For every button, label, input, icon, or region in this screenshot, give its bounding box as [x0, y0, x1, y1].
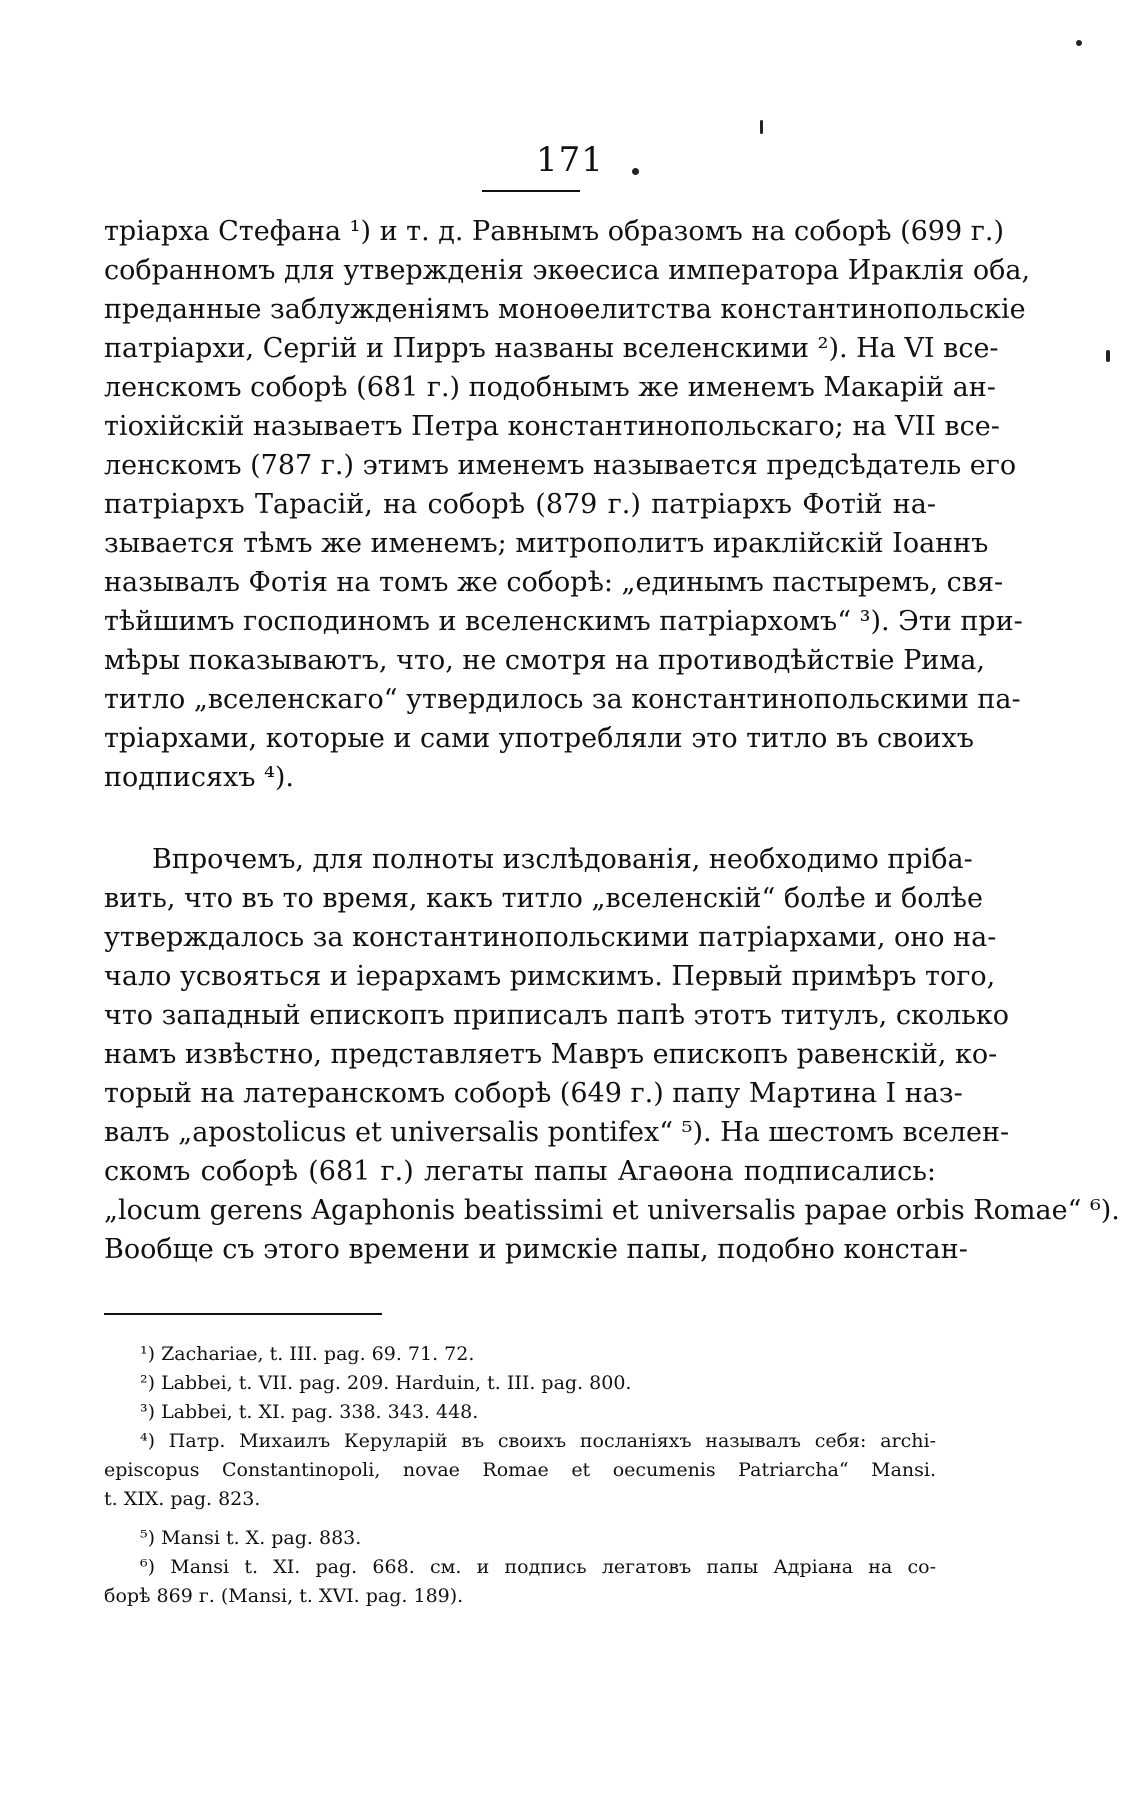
- text-line: мѣры показываютъ, что, не смотря на противодѣйствіе Рима,: [104, 645, 985, 676]
- text-line: тріархами, которые и сами употребляли это титло въ своихъ: [104, 723, 974, 754]
- footnote-4-continued: t. XIX. pag. 823.: [104, 1488, 261, 1510]
- footnote-4: ⁴) Патр. Михаилъ Керуларій въ своихъ посланіяхъ называлъ себя: archi-: [140, 1430, 936, 1452]
- scan-speck: [1076, 40, 1082, 46]
- paragraph-1: [104, 212, 1031, 797]
- footnote-3: ³) Labbei, t. XI. pag. 338. 343. 448.: [140, 1401, 479, 1423]
- text-line: тріарха Стефана ¹) и т. д. Равнымъ образомъ на соборѣ (699 г.): [104, 216, 1005, 247]
- text-line: зывается тѣмъ же именемъ; митрополитъ ираклійскій Іоаннъ: [104, 528, 989, 559]
- footnote-2: ²) Labbei, t. VII. pag. 209. Harduin, t. III. pag. 800.: [140, 1372, 632, 1394]
- text-line: чало усвояться и іерархамъ римскимъ. Первый примѣръ того,: [104, 961, 996, 992]
- text-line: патріархъ Тарасій, на соборѣ (879 г.) патріархъ Фотій на-: [104, 489, 936, 520]
- footnote-6-continued: борѣ 869 г. (Mansi, t. XVI. pag. 189).: [104, 1585, 464, 1607]
- footnote-gap: [140, 1514, 936, 1524]
- text-line: ленскомъ соборѣ (681 г.) подобнымъ же именемъ Макарій ан-: [104, 372, 996, 403]
- text-line: вить, что въ то время, какъ титло „вселенскій“ болѣе и болѣе: [104, 883, 983, 914]
- text-line: патріархи, Сергій и Пирръ названы вселенскими ²). На VI все-: [104, 333, 999, 364]
- footnote-4-continued: episcopus Constantinopoli, novae Romae et oecumenis Patriarcha“ Mansi.: [104, 1459, 936, 1481]
- text-line: подписяхъ ⁴).: [104, 762, 294, 793]
- text-line: утверждалось за константинопольскими патріархами, оно на-: [104, 922, 997, 953]
- text-line: титло „вселенскаго“ утвердилось за константинопольскими па-: [104, 684, 1021, 715]
- scan-speck: [632, 168, 639, 175]
- text-line: „locum gerens Agaphonis beatissimi et universalis papae orbis Romae“ ⁶).: [104, 1195, 1120, 1226]
- scan-speck: [1106, 350, 1110, 362]
- text-line: ленскомъ (787 г.) этимъ именемъ называется предсѣдатель его: [104, 450, 1017, 481]
- text-line: намъ извѣстно, представляетъ Мавръ епископъ равенскій, ко-: [104, 1039, 998, 1070]
- paragraph-2: [104, 840, 1120, 1269]
- text-line: Вообще съ этого времени и римскіе папы, подобно констан-: [104, 1234, 968, 1265]
- footnote-6: ⁶) Mansi t. XI. pag. 668. см. и подпись легатовъ папы Адріана на со-: [140, 1556, 936, 1578]
- text-line: тіохійскій называетъ Петра константинопольскаго; на VII все-: [104, 411, 1000, 442]
- text-line: Впрочемъ, для полноты изслѣдованія, необходимо прiба-: [152, 844, 973, 875]
- page-number-underline: [482, 190, 580, 192]
- text-line: валъ „apostolicus et universalis pontifex“ ⁵). На шестомъ вселен-: [104, 1117, 1010, 1148]
- page-number: 171: [536, 140, 604, 180]
- scan-speck: [760, 120, 763, 134]
- footnote-5: ⁵) Mansi t. X. pag. 883.: [140, 1527, 362, 1549]
- text-line: преданные заблужденіямъ монoѳелитства константинопольскіе: [104, 294, 1026, 325]
- text-line: торый на латеранскомъ соборѣ (649 г.) папу Мартина I наз-: [104, 1078, 963, 1109]
- text-line: тѣйшимъ господиномъ и вселенскимъ патріархомъ“ ³). Эти при-: [104, 606, 1023, 637]
- footnote-separator: [104, 1313, 382, 1315]
- text-line: собранномъ для утвержденія экѳесиса императора Ираклія оба,: [104, 255, 1031, 286]
- text-line: называлъ Фотія на томъ же соборѣ: „единымъ пастыремъ, свя-: [104, 567, 1004, 598]
- footnote-1: ¹) Zachariae, t. III. pag. 69. 71. 72.: [140, 1343, 475, 1365]
- footnotes: [104, 1340, 936, 1611]
- text-line: что западный епископъ приписалъ папѣ этотъ титулъ, сколько: [104, 1000, 1010, 1031]
- text-line: скомъ соборѣ (681 г.) легаты папы Агаѳона подписались:: [104, 1156, 936, 1187]
